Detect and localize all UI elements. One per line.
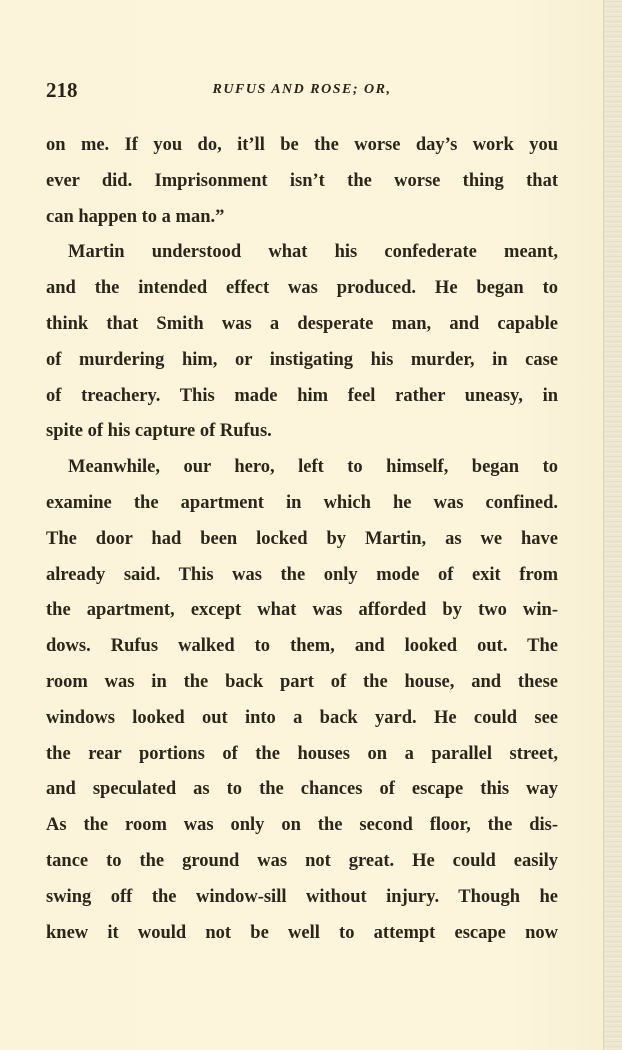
text-line: on me. If you do, it’ll be the worse day’s work you xyxy=(46,135,558,155)
body-text xyxy=(46,128,558,951)
text-line: Martin understood what his confederate meant, xyxy=(68,242,558,263)
text-line: ever did. Imprisonment isn’t the worse thing that xyxy=(46,170,558,191)
text-line: of murdering him, or instigating his murder, in case xyxy=(46,349,558,370)
paragraph-3 xyxy=(46,450,558,951)
text-line: and the intended effect was produced. He began to xyxy=(46,278,558,299)
text-line: and speculated as to the chances of escape this way xyxy=(46,779,558,800)
page-header xyxy=(46,78,558,104)
text-line: swing off the window-sill without injury. Though he xyxy=(46,886,558,907)
text-line: already said. This was the only mode of exit from xyxy=(46,564,558,585)
running-title: RUFUS AND ROSE; OR, xyxy=(212,82,392,97)
text-line: The door had been locked by Martin, as we have xyxy=(46,528,558,549)
text-line: the apartment, except what was afforded by two win- xyxy=(46,600,558,621)
text-line: dows. Rufus walked to them, and looked out. The xyxy=(46,636,558,657)
text-line: As the room was only on the second floor, the dis- xyxy=(46,815,558,836)
text-line: of treachery. This made him feel rather uneasy, in xyxy=(46,385,558,406)
text-line: the rear portions of the houses on a parallel street, xyxy=(46,743,558,764)
text-line: think that Smith was a desperate man, and capable xyxy=(46,313,558,334)
text-line: can happen to a man.” xyxy=(46,206,225,227)
text-line: examine the apartment in which he was confined. xyxy=(46,492,558,513)
paragraph-1 xyxy=(46,128,558,235)
text-line: knew it would not be well to attempt escape now xyxy=(46,922,558,943)
paragraph-2 xyxy=(46,235,558,450)
page-edge xyxy=(603,0,622,1050)
text-line: tance to the ground was not great. He could easily xyxy=(46,850,558,871)
text-line: room was in the back part of the house, and these xyxy=(46,671,558,692)
text-line: spite of his capture of Rufus. xyxy=(46,421,272,442)
text-line: windows looked out into a back yard. He could see xyxy=(46,707,558,728)
text-line: Meanwhile, our hero, left to himself, began to xyxy=(68,457,558,478)
page-number: 218 xyxy=(46,78,78,102)
